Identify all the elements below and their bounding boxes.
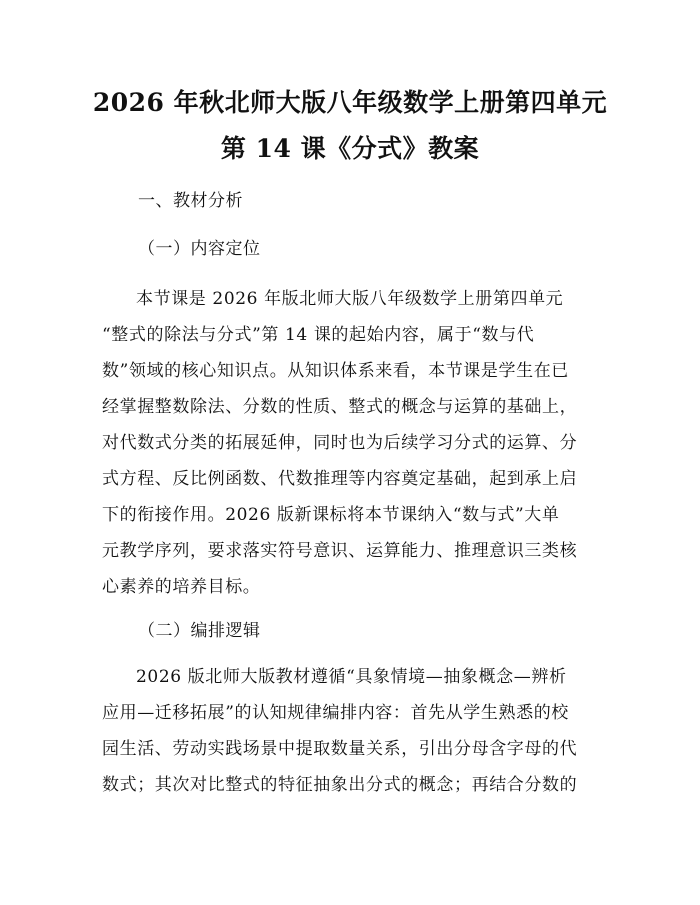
document-title-line-2: 第 14 课《分式》教案 [220, 134, 480, 163]
paragraph-line: 经掌握整数除法、分数的性质、整式的概念与运算的基础上， [102, 397, 578, 417]
subsection-heading-arrangement-logic: （二）编排逻辑 [138, 621, 261, 641]
paragraph-line: 数”领域的核心知识点。从知识体系来看，本节课是学生在已 [102, 361, 569, 381]
document-title-line-1: 2026 年秋北师大版八年级数学上册第四单元 [92, 88, 608, 117]
paragraph-line: “整式的除法与分式”第 14 课的起始内容，属于“数与代 [102, 325, 535, 345]
paragraph-line: 心素养的培养目标。 [102, 577, 261, 597]
subsection-heading-content-positioning: （一）内容定位 [138, 239, 261, 259]
paragraph-line: 式方程、反比例函数、代数推理等内容奠定基础，起到承上启 [102, 469, 578, 489]
paragraph-line: 对代数式分类的拓展延伸，同时也为后续学习分式的运算、分 [102, 433, 578, 453]
paragraph-line: 下的衔接作用。2026 版新课标将本节课纳入“数与式”大单 [102, 505, 560, 525]
paragraph-line: 2026 版北师大版教材遵循“具象情境—抽象概念—辨析 [136, 667, 567, 687]
paragraph-line: 应用—迁移拓展”的认知规律编排内容：首先从学生熟悉的校 [102, 703, 569, 723]
paragraph-line: 本节课是 2026 年版北师大版八年级数学上册第四单元 [136, 289, 564, 309]
section-heading-textbook-analysis: 一、教材分析 [138, 191, 243, 211]
paragraph-line: 元教学序列，要求落实符号意识、运算能力、推理意识三类核 [102, 541, 578, 561]
paragraph-line: 数式；其次对比整式的特征抽象出分式的概念；再结合分数的 [102, 775, 578, 795]
paragraph-line: 园生活、劳动实践场景中提取数量关系，引出分母含字母的代 [102, 739, 578, 759]
